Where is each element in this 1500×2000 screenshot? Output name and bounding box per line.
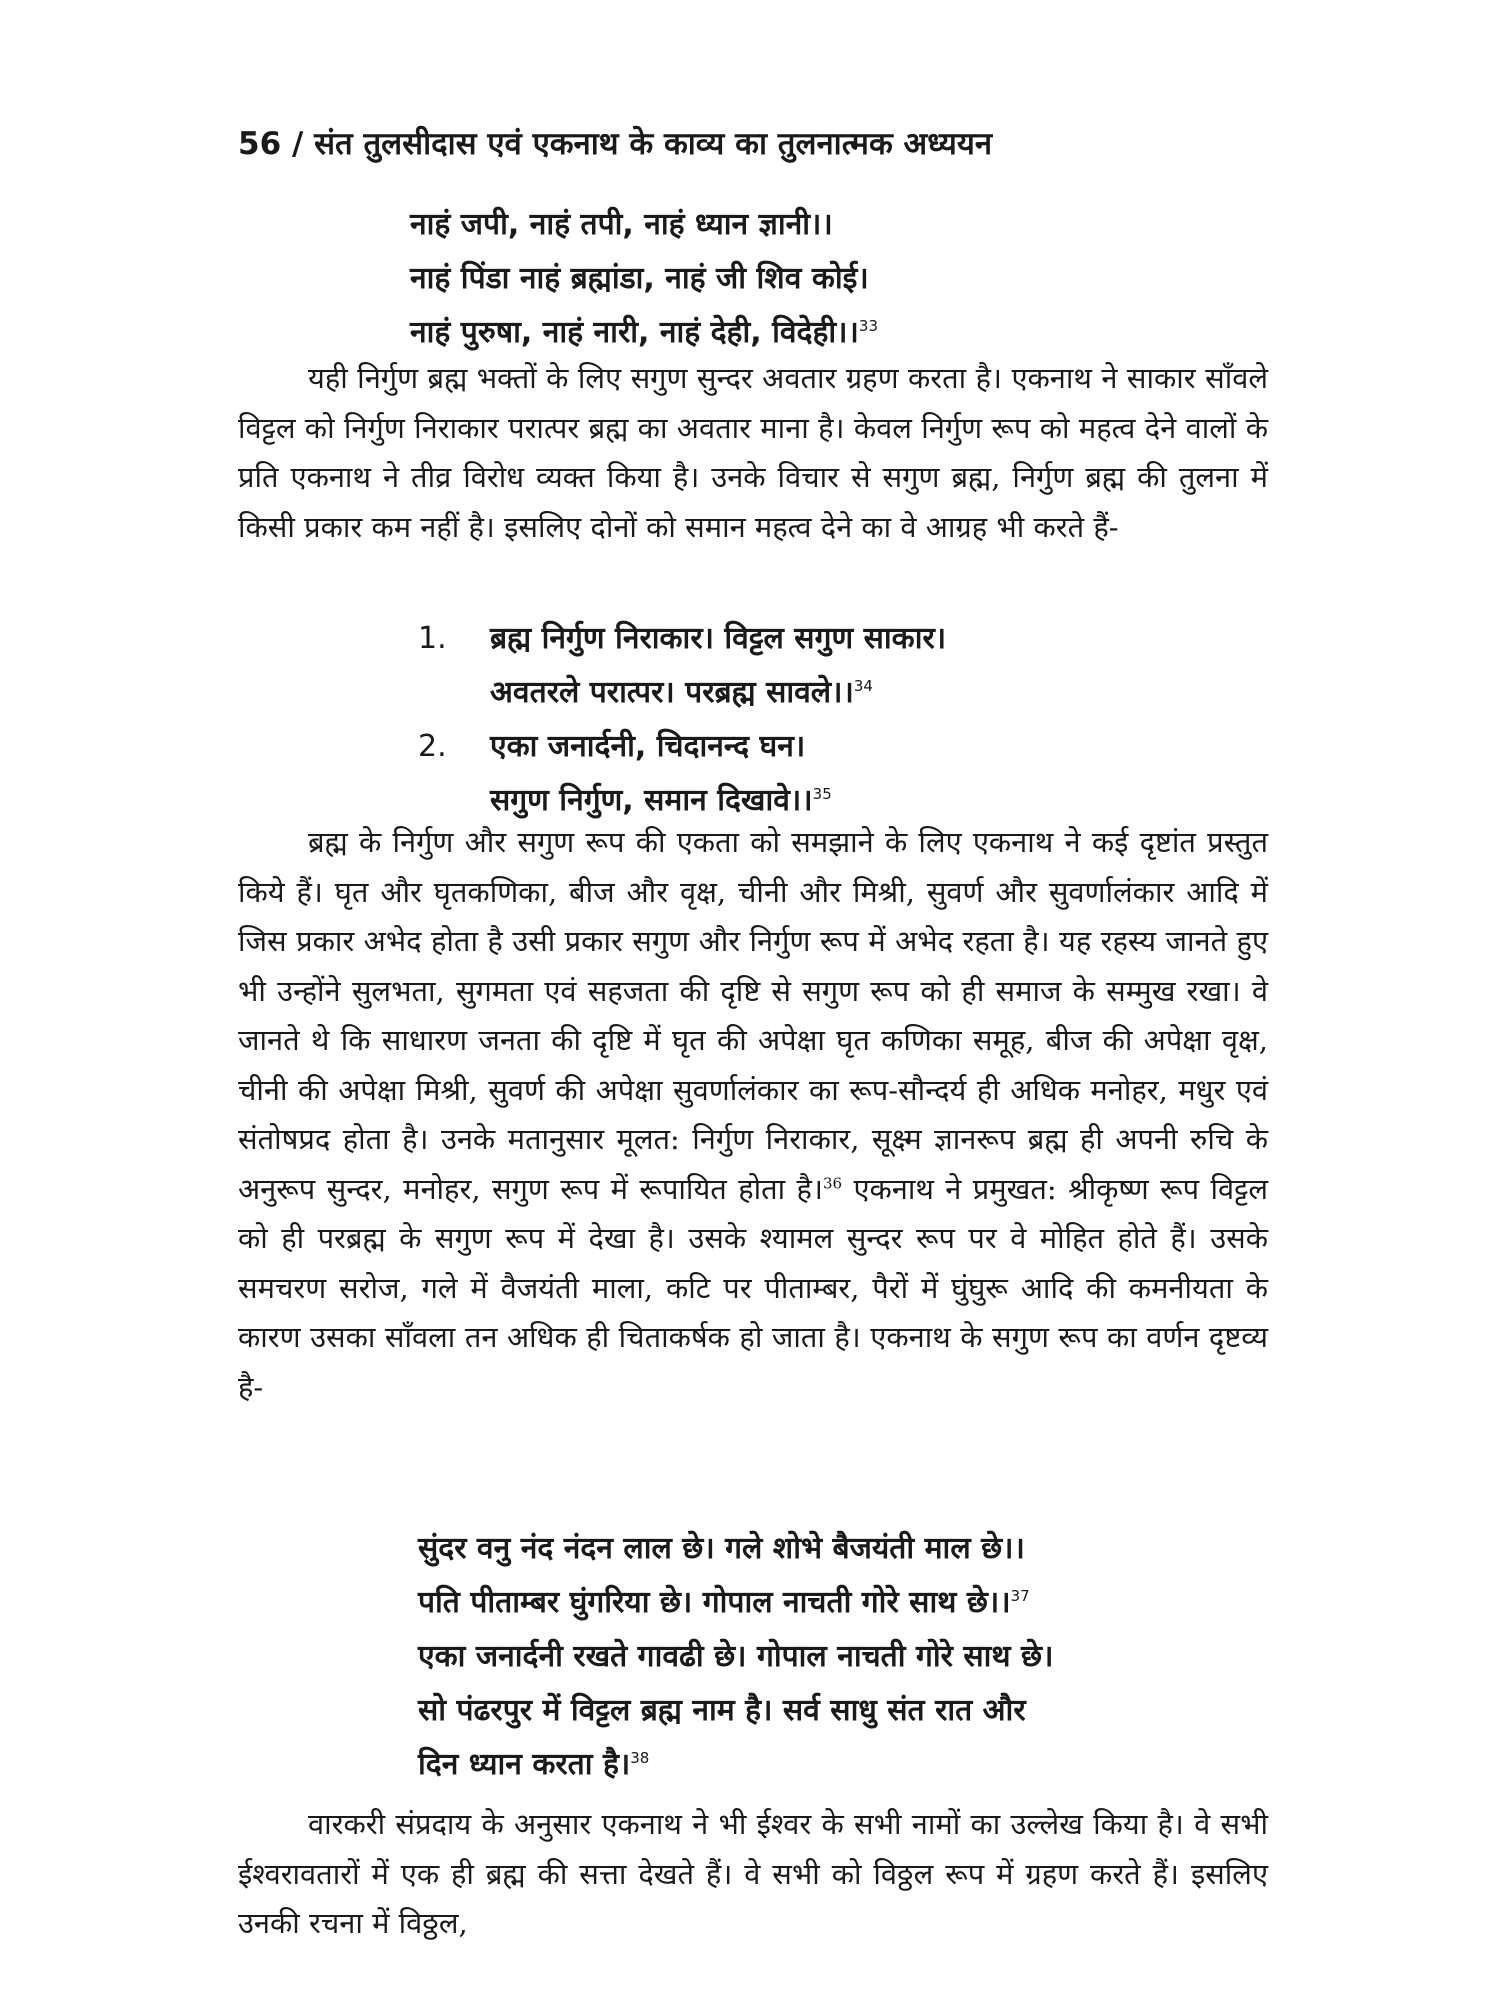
running-header — [238, 118, 1338, 170]
verse-block-2 — [418, 612, 946, 828]
paragraph-2: ब्रह्म के निर्गुण और सगुण रूप की एकता को समझाने के लिए एकनाथ ने कई दृष्टांत प्रस्तुत किये हैं। घृत और घृतकणिका, बीज और वृक्ष, चीनी और मिश्री, सुवर्ण और सुवर्णालंकार आदि में जिस प्रकार अभेद होता है उसी प्रकार सगुण और निर्गुण रूप में अभेद रहता है। यह रहस्य जानते हुए भी उन्होंने सुलभता, सुगमता एवं सहजता की दृष्टि से सगुण रूप को ही समाज के सम्मुख रखा। वे जानते थे कि साधारण जनता की दृष्टि में घृत की अपेक्षा घृत कणिका समूह, बीज की अपेक्षा वृक्ष, चीनी की अपेक्षा मिश्री, सुवर्ण की अपेक्षा सुवर्णालंकार का रूप-सौन्दर्य ही अधिक मनोहर, मधुर एवं संतोषप्रद होता है। उनके मतानुसार मूलत: निर्गुण निराकार, सूक्ष्म ज्ञानरूप ब्रह्म ही अपनी रुचि के अनुरूप सुन्दर, मनोहर, सगुण रूप में रूपायित होता है।$^{36}$ एकनाथ ने प्रमुखत: श्रीकृष्ण रूप विट्टल को ही परब्रह्म के सगुण रूप में देखा है। उसके श्यामल सुन्दर रूप पर वे मोहित होते हैं। उसके समचरण सरोज, गले में वैजयंती माला, कटि पर पीताम्बर, पैरों में घुंघुरू आदि की कमनीयता के कारण उसका साँवला तन अधिक ही चिताकर्षक हो जाता है। एकनाथ के सगुण रूप का वर्णन दृष्टव्य है- — [238, 825, 1268, 1404]
numbered-verse-line: 1. ब्रह्म निर्गुण निराकार। विट्टल सगुण साकार। — [418, 612, 946, 666]
footnote-ref: 34 — [853, 677, 873, 695]
verse-line: एका जनार्दनी रखते गावढी छे। गोपाल नाचती गोरे साथ छे। — [418, 1639, 1054, 1674]
verse-block-1 — [410, 198, 878, 360]
footnote-ref: 35 — [812, 785, 832, 803]
footnote-ref: 38 — [630, 1749, 650, 1767]
verse-line: पति पीताम्बर घुंगरिया छे। गोपाल नाचती गोरे साथ छे।।$^{37}$ — [418, 1585, 1030, 1620]
numbered-verse-line: सगुण निर्गुण, समान दिखावे।।$^{35}$ — [490, 783, 832, 818]
paragraph-3: वारकरी संप्रदाय के अनुसार एकनाथ ने भी ईश्वर के सभी नामों का उल्लेख किया है। वे सभी ईश्वरावतारों में एक ही ब्रह्म की सत्ता देखते हैं। वे सभी को विठ्ठल रूप में ग्रहण करते हैं। इसलिए उनकी रचना में विठ्ठल, — [238, 1807, 1268, 1940]
book-title: संत तुलसीदास एवं एकनाथ के काव्य का तुलनात्मक अध्ययन — [314, 126, 993, 162]
page-number: 56 — [238, 126, 282, 162]
paragraph-1: यही निर्गुण ब्रह्म भक्तों के लिए सगुण सुन्दर अवतार ग्रहण करता है। एकनाथ ने साकार साँवले विट्टल को निर्गुण निराकार परात्पर ब्रह्म का अवतार माना है। केवल निर्गुण रूप को महत्व देने वालों के प्रति एकनाथ ने तीव्र विरोध व्यक्त किया है। उनके विचार से सगुण ब्रह्म, निर्गुण ब्रह्म की तुलना में किसी प्रकार कम नहीं है। इसलिए दोनों को समान महत्व देने का वे आग्रह भी करते हैं- — [238, 361, 1268, 544]
verse-line: नाहं पिंडा नाहं ब्रह्मांडा, नाहं जी शिव कोई। — [410, 261, 869, 296]
verse-number: 1. — [418, 621, 447, 656]
verse-line: सो पंढरपुर में विट्टल ब्रह्म नाम है। सर्व साधु संत रात और — [418, 1693, 1026, 1728]
verse-line: दिन ध्यान करता है।$^{38}$ — [418, 1747, 650, 1782]
verse-line: नाहं पुरुषा, नाहं नारी, नाहं देही, विदेही।।$^{33}$ — [410, 315, 878, 350]
verse-block-3 — [418, 1522, 1053, 1792]
footnote-ref: 36 — [822, 1173, 843, 1192]
footnote-ref: 37 — [1010, 1587, 1030, 1605]
verse-line: नाहं जपी, नाहं तपी, नाहं ध्यान ज्ञानी।। — [410, 207, 833, 242]
verse-line: सुंदर वनु नंद नंदन लाल छे। गले शोभे बैजयंती माल छे।। — [418, 1531, 1025, 1566]
numbered-verse-line: 2. एका जनार्दनी, चिदानन्द घन। — [418, 720, 946, 774]
footnote-ref: 33 — [858, 317, 878, 335]
numbered-verse-line: अवतरले परात्पर। परब्रह्म सावले।।$^{34}$ — [490, 675, 873, 710]
verse-number: 2. — [418, 729, 447, 764]
header-separator: / — [291, 126, 304, 162]
